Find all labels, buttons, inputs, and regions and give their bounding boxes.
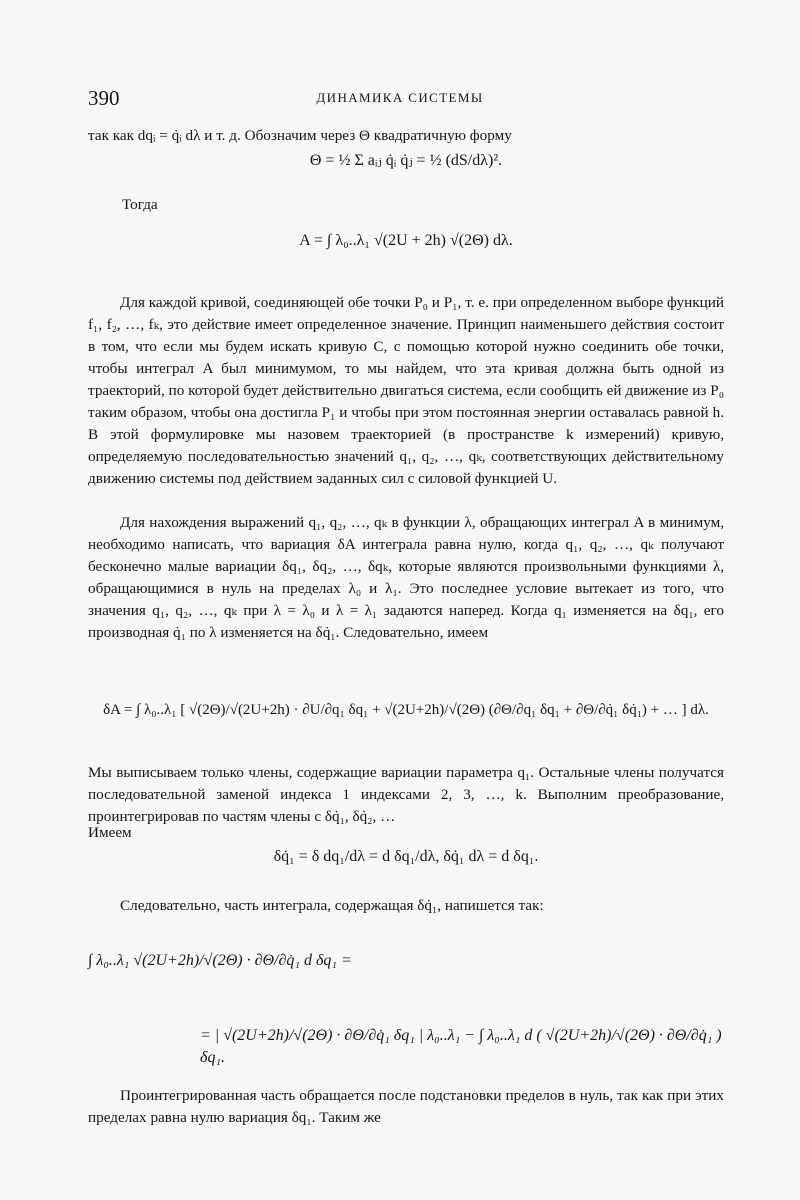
equation-part-2: = | √(2U+2h)/√(2Θ) · ∂Θ/∂q̇₁ δq₁ | λ₀..λ₁ − ∫ λ₀..λ₁ d ( √(2U+2h)/√(2Θ) · ∂Θ/∂q̇₁ ) δq₁. bbox=[200, 1027, 722, 1066]
running-header: ДИНАМИКА СИСТЕМЫ bbox=[316, 90, 484, 105]
equation-action-text: A = ∫ λ₀..λ₁ √(2U + 2h) √(2Θ) dλ. bbox=[299, 232, 513, 249]
equation-dq bbox=[88, 848, 724, 866]
imeem-word: Имеем bbox=[88, 824, 132, 841]
equation-part-1: ∫ λ₀..λ₁ √(2U+2h)/√(2Θ) · ∂Θ/∂q̇₁ d δq₁ = bbox=[88, 952, 352, 969]
equation-delta-a-text: δA = ∫ λ₀..λ₁ [ √(2Θ)/√(2U+2h) · ∂U/∂q₁ δq₁ + √(2U+2h)/√(2Θ) (∂Θ/∂q₁ δq₁ + ∂Θ/∂q̇₁ δq̇₁) + … ] dλ. bbox=[103, 702, 709, 718]
equation-dq-text: δq̇₁ = δ dq₁/dλ = d δq₁/dλ, δq̇₁ dλ = d δq₁. bbox=[273, 848, 539, 865]
paragraph-part: Следовательно, часть интеграла, содержащая δq̇₁, напишется так: bbox=[120, 897, 544, 914]
paragraph-substitution: Проинтегрированная часть обращается после подстановки пределов в нуль, так как при этих пределах равна нулю вариация δq₁. Таким же bbox=[88, 1087, 724, 1126]
paragraph-least-action: Для каждой кривой, соединяющей обе точки P₀ и P₁, т. е. при определенном выборе функций f₁, f₂, …, fₖ, это действие имеет определенное значение. Принцип наименьшего действия состоит в том, что если мы будем искать кривую C, с помощью которой нужно соединить обе точки, чтобы интеграл A был минимумом, то мы найдем, что эта кривая должна быть одной из траекторий, по которой будет действительно двигаться система, если сообщить ей движение из P₀ таким образом, чтобы она достигла P₁ и чтобы при этом постоянная энергии оставалась равной h. В этой формулировке мы назовем траекторией (в пространстве k измерений) кривую, определяемую последовательностью значений q₁, q₂, …, qₖ, соответствующих действительному движению системы под действием заданных сил с силовой функцией U. bbox=[88, 294, 724, 487]
togda-word: Тогда bbox=[122, 196, 158, 213]
paragraph-variation: Для нахождения выражений q₁, q₂, …, qₖ в функции λ, обращающих интеграл A в минимум, необходимо написать, что вариация δA интеграла равна нулю, когда q₁, q₂, …, qₖ получают бесконечно малые вариации δq₁, δq₂, …, δqₖ, которые являются произвольными функциями λ, обращающимися в нуль на пределах λ₀ и λ₁. Это последнее условие вытекает из того, что значения q₁, q₂, …, qₖ при λ = λ₀ и λ = λ₁ задаются наперед. Когда q₁ изменяется на δq₁, его производная q̇₁ по λ изменяется на δq̇₁. Следовательно, имеем bbox=[88, 514, 724, 641]
equation-delta-a bbox=[88, 702, 724, 738]
intro-line: так как dqᵢ = q̇ᵢ dλ и т. д. Обозначим через Θ квадратичную форму bbox=[88, 127, 512, 144]
page-number: 390 bbox=[88, 86, 120, 110]
equation-action bbox=[88, 232, 724, 268]
equation-theta-text: Θ = ½ Σ aᵢⱼ q̇ᵢ q̇ⱼ = ½ (dS/dλ)². bbox=[309, 152, 503, 169]
paragraph-terms: Мы выписываем только члены, содержащие вариации параметра q₁. Остальные члены получатся последовательной заменой индекса 1 индексами 2, 3, …, k. Выполним преобразование, проинтегрировав по частям члены с δq̇₁, δq̇₂, … bbox=[88, 764, 724, 825]
equation-theta bbox=[88, 150, 724, 200]
